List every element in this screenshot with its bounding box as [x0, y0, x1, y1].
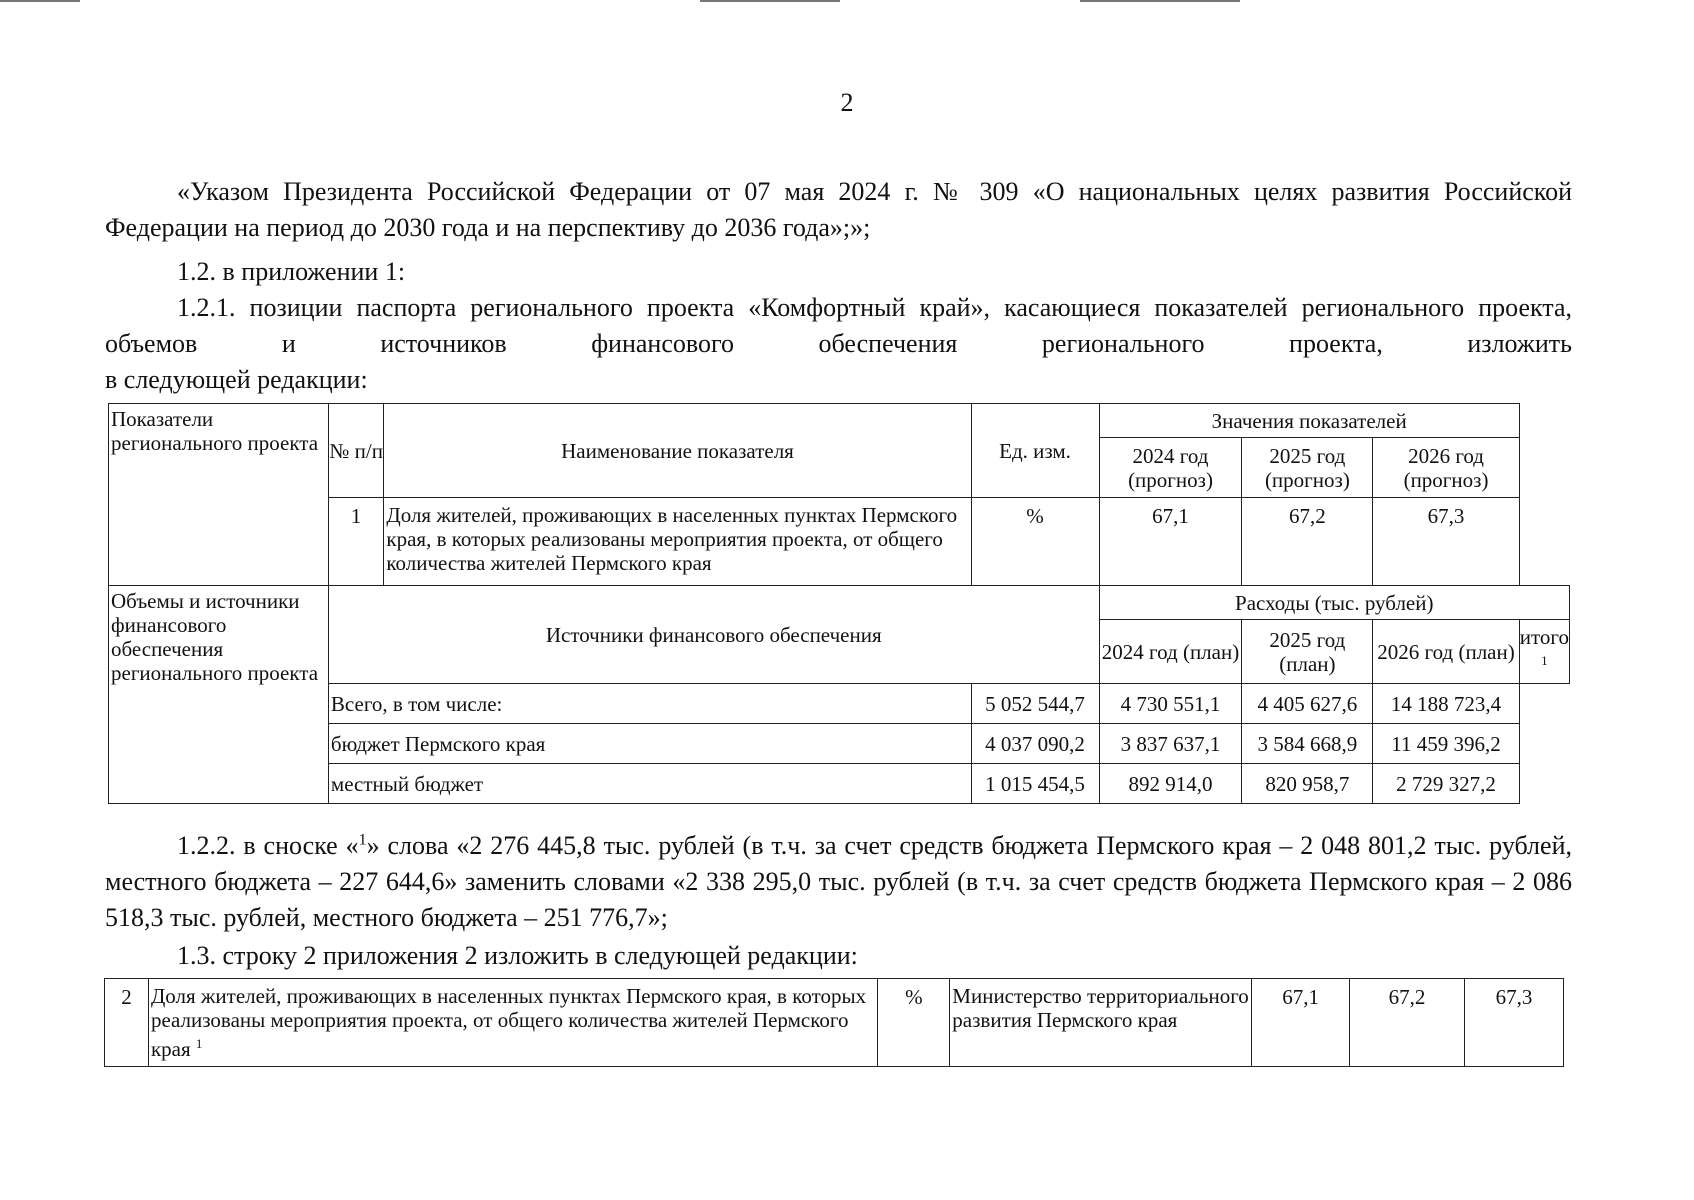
funding-row-label: бюджет Пермского края: [328, 724, 971, 764]
indicators-label: Показатели регионального проекта: [109, 404, 329, 586]
year-header-2026: 2026 год (прогноз): [1373, 438, 1519, 498]
funding-row-value: 820 958,7: [1242, 764, 1373, 804]
total-header: итого $^1$: [1519, 620, 1569, 684]
row-responsible: Министерство территориального развития Пермского края: [950, 979, 1252, 1067]
funding-row-label: Всего, в том числе:: [328, 684, 971, 724]
paragraph-decree: «Указом Президента Российской Федерации от 07 мая 2024 г. № 309 «О национальных целях развития Российской Федерации на период до 2030 года и на перспективу до 2036 года»;»;: [105, 177, 1572, 242]
paragraph-1-2-2: 1.2.2. в сноске «$^1$» слова «2 276 445,8 тыс. рублей (в т.ч. за счет средств бюджета Пермского края – 2 048 801,2 тыс. рублей, местного бюджета – 227 644,6» заменить словами «2 338 295,0 тыс. рублей (в т.ч. за счет средств бюджета Пермского края – 2 086 518,3 тыс. рублей, местного бюджета – 251 776,7»;: [105, 831, 1572, 932]
funding-row-label: местный бюджет: [328, 764, 971, 804]
unit-header: Ед. изм.: [971, 404, 1099, 498]
funding-row-value: 3 837 637,1: [1099, 724, 1242, 764]
row-value-2024: 67,1: [1252, 979, 1350, 1067]
funding-row-value: 4 405 627,6: [1242, 684, 1373, 724]
funding-row-value: 3 584 668,9: [1242, 724, 1373, 764]
row-value-2026: 67,3: [1465, 979, 1564, 1067]
funding-row-value: 1 015 454,5: [971, 764, 1099, 804]
funding-row-value: 892 914,0: [1099, 764, 1242, 804]
page-number: 2: [840, 88, 854, 117]
expenses-header: Расходы (тыс. рублей): [1099, 586, 1569, 620]
num-header: № п/п: [328, 404, 383, 498]
indicator-unit: %: [971, 498, 1099, 586]
funding-row-value: 4 730 551,1: [1099, 684, 1242, 724]
indicator-name: Доля жителей, проживающих в населенных пунктах Пермского края, в которых реализованы мероприятия проекта, от общего количества жителей Пермского края: [384, 498, 971, 586]
plan-header-2026: 2026 год (план): [1373, 620, 1519, 684]
indicator-value-2026: 67,3: [1373, 498, 1519, 586]
funding-row-value: 4 037 090,2: [971, 724, 1099, 764]
row-value-2025: 67,2: [1350, 979, 1465, 1067]
paragraph-1-2-1-end: в следующей редакции:: [105, 365, 368, 394]
name-header: Наименование показателя: [384, 404, 971, 498]
funding-label: Объемы и источники финансового обеспечения регионального проекта: [109, 586, 329, 804]
funding-row-value: 2 729 327,2: [1373, 764, 1519, 804]
values-header: Значения показателей: [1099, 404, 1519, 438]
year-header-2024: 2024 год (прогноз): [1099, 438, 1242, 498]
paragraph-appendix-1: 1.2. в приложении 1:: [177, 257, 406, 286]
appendix-2-row-table: [104, 978, 1564, 1067]
plan-header-2024: 2024 год (план): [1099, 620, 1242, 684]
row-indicator-name: Доля жителей, проживающих в населенных пунктах Пермского края, в которых реализованы мероприятия проекта, от общего количества жителей Пермского края $^1$: [148, 979, 877, 1067]
scan-edge-line: [0, 0, 80, 2]
year-header-2025: 2025 год (прогноз): [1242, 438, 1373, 498]
indicator-value-2025: 67,2: [1242, 498, 1373, 586]
scan-edge-line: [1080, 0, 1240, 2]
passport-table: [108, 403, 1570, 804]
paragraph-1-3: 1.3. строку 2 приложения 2 изложить в следующей редакции:: [177, 941, 858, 970]
funding-row-value: 11 459 396,2: [1373, 724, 1519, 764]
indicator-num: 1: [328, 498, 383, 586]
sources-header: Источники финансового обеспечения: [328, 586, 1099, 684]
row-unit: %: [878, 979, 950, 1067]
paragraph-1-2-1: 1.2.1. позиции паспорта регионального проекта «Комфортный край», касающиеся показателей регионального проекта, объемов и источников финансового обеспечения регионального проекта, изложить: [105, 293, 1572, 358]
plan-header-2025: 2025 год (план): [1242, 620, 1373, 684]
scan-edge-line: [700, 0, 840, 2]
funding-row-value: 14 188 723,4: [1373, 684, 1519, 724]
funding-row-value: 5 052 544,7: [971, 684, 1099, 724]
row-num: 2: [105, 979, 149, 1067]
indicator-value-2024: 67,1: [1099, 498, 1242, 586]
